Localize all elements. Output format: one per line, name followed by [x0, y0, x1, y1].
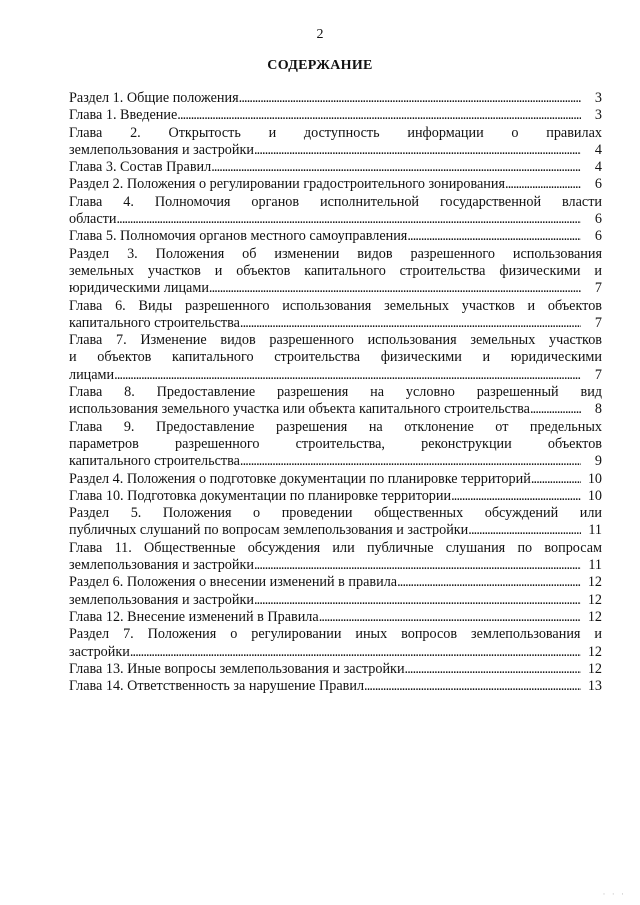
toc-entry-title: юридическими лицами — [69, 280, 209, 297]
toc-entry[interactable] — [69, 194, 602, 229]
toc-entry-line: Глава 6. Виды разрешенного использования земельных участков и объектов — [69, 297, 602, 314]
toc-entry[interactable] — [69, 574, 602, 591]
dot-leader — [116, 211, 581, 228]
toc-entry-line: Глава 8. Предоставление разрешения на условно разрешенный вид — [69, 384, 602, 401]
toc-entry-title: Глава 10. Подготовка документации по планировке территории — [69, 487, 452, 504]
toc-entry[interactable] — [69, 384, 602, 419]
toc-entry-title: застройки — [69, 643, 130, 660]
toc-entry-page: 6 — [594, 211, 602, 228]
toc-title: СОДЕРЖАНИЕ — [267, 58, 373, 73]
toc-entry[interactable] — [69, 626, 602, 661]
toc-entry[interactable] — [69, 159, 602, 176]
toc-entry-line: Раздел 5. Положения о проведении общественных обсуждений или — [69, 505, 602, 522]
dot-leader — [468, 522, 581, 539]
dot-leader — [531, 471, 581, 488]
toc-entry[interactable] — [69, 471, 602, 488]
page-number: 2 — [316, 27, 324, 42]
toc-entry-page: 7 — [594, 280, 602, 297]
toc-entry[interactable] — [69, 678, 602, 695]
toc-entry-title: Глава 5. Полномочия органов местного самоуправления — [69, 228, 408, 245]
toc-entry-page: 12 — [587, 643, 602, 660]
toc-entry-title: Раздел 1. Общие положения — [69, 90, 239, 106]
toc-entry-page: 11 — [588, 557, 602, 574]
toc-entry-page: 12 — [587, 591, 602, 608]
toc-entry-page: 7 — [594, 366, 602, 383]
toc-entry[interactable] — [69, 609, 602, 626]
dot-leader — [130, 644, 581, 661]
toc-entry[interactable] — [69, 125, 602, 160]
toc-entry[interactable] — [69, 107, 602, 124]
toc-entry-title: капитального строительства — [69, 314, 240, 331]
toc-entry-page: 10 — [587, 470, 602, 487]
dot-leader — [505, 176, 581, 193]
toc-entry[interactable] — [69, 298, 602, 333]
toc-entry-line: Глава 7. Изменение видов разрешенного использования земельных участков — [69, 332, 602, 349]
toc-entry-title: Глава 13. Иные вопросы землепользования и застройки — [69, 660, 405, 677]
toc-entry-title: землепользования и застройки — [69, 591, 254, 608]
toc-entry-title: Глава 1. Введение — [69, 107, 178, 124]
toc-entry[interactable] — [69, 246, 602, 298]
toc-entry-page: 11 — [588, 522, 602, 539]
toc-entry-title: области — [69, 211, 117, 228]
toc-entry-title: Глава 3. Состав Правил — [69, 159, 212, 176]
toc-entry[interactable] — [69, 488, 602, 505]
toc-entry-line: Глава 9. Предоставление разрешения на отклонение от предельных — [69, 418, 602, 435]
toc-entry-page: 3 — [594, 90, 602, 106]
toc-entry-page: 6 — [594, 176, 602, 193]
toc-entry-title: Раздел 6. Положения о внесении изменений в правила — [69, 574, 398, 591]
toc-entry-line: Раздел 7. Положения о регулировании иных вопросов землепользования и — [69, 626, 602, 643]
toc-entry-page: 6 — [594, 228, 602, 245]
toc-entry-title: Раздел 2. Положения о регулировании градостроительного зонирования — [69, 176, 505, 193]
dot-leader — [451, 488, 581, 505]
dot-leader — [209, 280, 581, 297]
dot-leader — [114, 367, 581, 384]
dot-leader — [364, 678, 581, 695]
dot-leader — [530, 401, 581, 418]
dot-leader — [397, 574, 581, 591]
dot-leader — [405, 661, 581, 678]
toc-entry[interactable] — [69, 661, 602, 678]
toc-entry-line: и объектов капитального строительства физическими и юридическими — [69, 349, 602, 366]
toc-entry-title: землепользования и застройки — [69, 557, 254, 574]
toc-entry[interactable] — [69, 540, 602, 575]
dot-leader — [254, 557, 581, 574]
toc-entry-line: Раздел 3. Положения об изменении видов разрешенного использования — [69, 245, 602, 262]
toc-entry-title: Глава 12. Внесение изменений в Правила — [69, 608, 319, 625]
toc-entry[interactable] — [69, 419, 602, 471]
dot-leader — [211, 159, 581, 176]
toc-entry-page: 12 — [587, 574, 602, 591]
toc-entry[interactable] — [69, 90, 602, 107]
toc-entry-line: Глава 2. Открытость и доступность информации о правилах — [69, 124, 602, 141]
dot-leader — [239, 90, 581, 107]
table-of-contents — [69, 90, 602, 695]
toc-entry-page: 3 — [594, 107, 602, 124]
toc-entry-title: использования земельного участка или объекта капитального строительства — [69, 401, 530, 418]
toc-entry[interactable] — [69, 505, 602, 540]
toc-entry-page: 4 — [594, 159, 602, 176]
toc-entry-page: 10 — [587, 487, 602, 504]
scan-artifact: · · · — [602, 889, 626, 899]
toc-entry-line: параметров разрешенного строительства, реконструкции объектов — [69, 435, 602, 452]
toc-entry-line: Глава 11. Общественные обсуждения или публичные слушания по вопросам — [69, 539, 602, 556]
toc-entry-line: Глава 4. Полномочия органов исполнительной государственной власти — [69, 193, 602, 210]
toc-entry[interactable] — [69, 592, 602, 609]
toc-entry[interactable] — [69, 228, 602, 245]
toc-entry-page: 7 — [594, 314, 602, 331]
toc-entry-page: 8 — [594, 401, 602, 418]
toc-entry-title: землепользования и застройки — [69, 141, 254, 158]
toc-entry[interactable] — [69, 176, 602, 193]
toc-entry-title: Глава 14. Ответственность за нарушение Правил — [69, 678, 365, 695]
toc-entry-page: 12 — [587, 660, 602, 677]
toc-entry-title: капитального строительства — [69, 453, 240, 470]
dot-leader — [240, 453, 581, 470]
toc-entry-page: 9 — [594, 453, 602, 470]
toc-entry-title: лицами — [69, 366, 115, 383]
toc-entry-page: 4 — [594, 141, 602, 158]
toc-entry-line: земельных участков и объектов капитального строительства физическими и — [69, 262, 602, 279]
toc-entry-title: Раздел 4. Положения о подготовке документации по планировке территорий — [69, 470, 531, 487]
dot-leader — [254, 142, 581, 159]
dot-leader — [254, 592, 581, 609]
dot-leader — [319, 609, 581, 626]
toc-entry-page: 12 — [587, 608, 602, 625]
toc-entry[interactable] — [69, 332, 602, 384]
dot-leader — [407, 228, 581, 245]
dot-leader — [177, 107, 581, 124]
dot-leader — [240, 315, 581, 332]
toc-entry-page: 13 — [587, 678, 602, 695]
toc-entry-title: публичных слушаний по вопросам землепользования и застройки — [69, 522, 469, 539]
